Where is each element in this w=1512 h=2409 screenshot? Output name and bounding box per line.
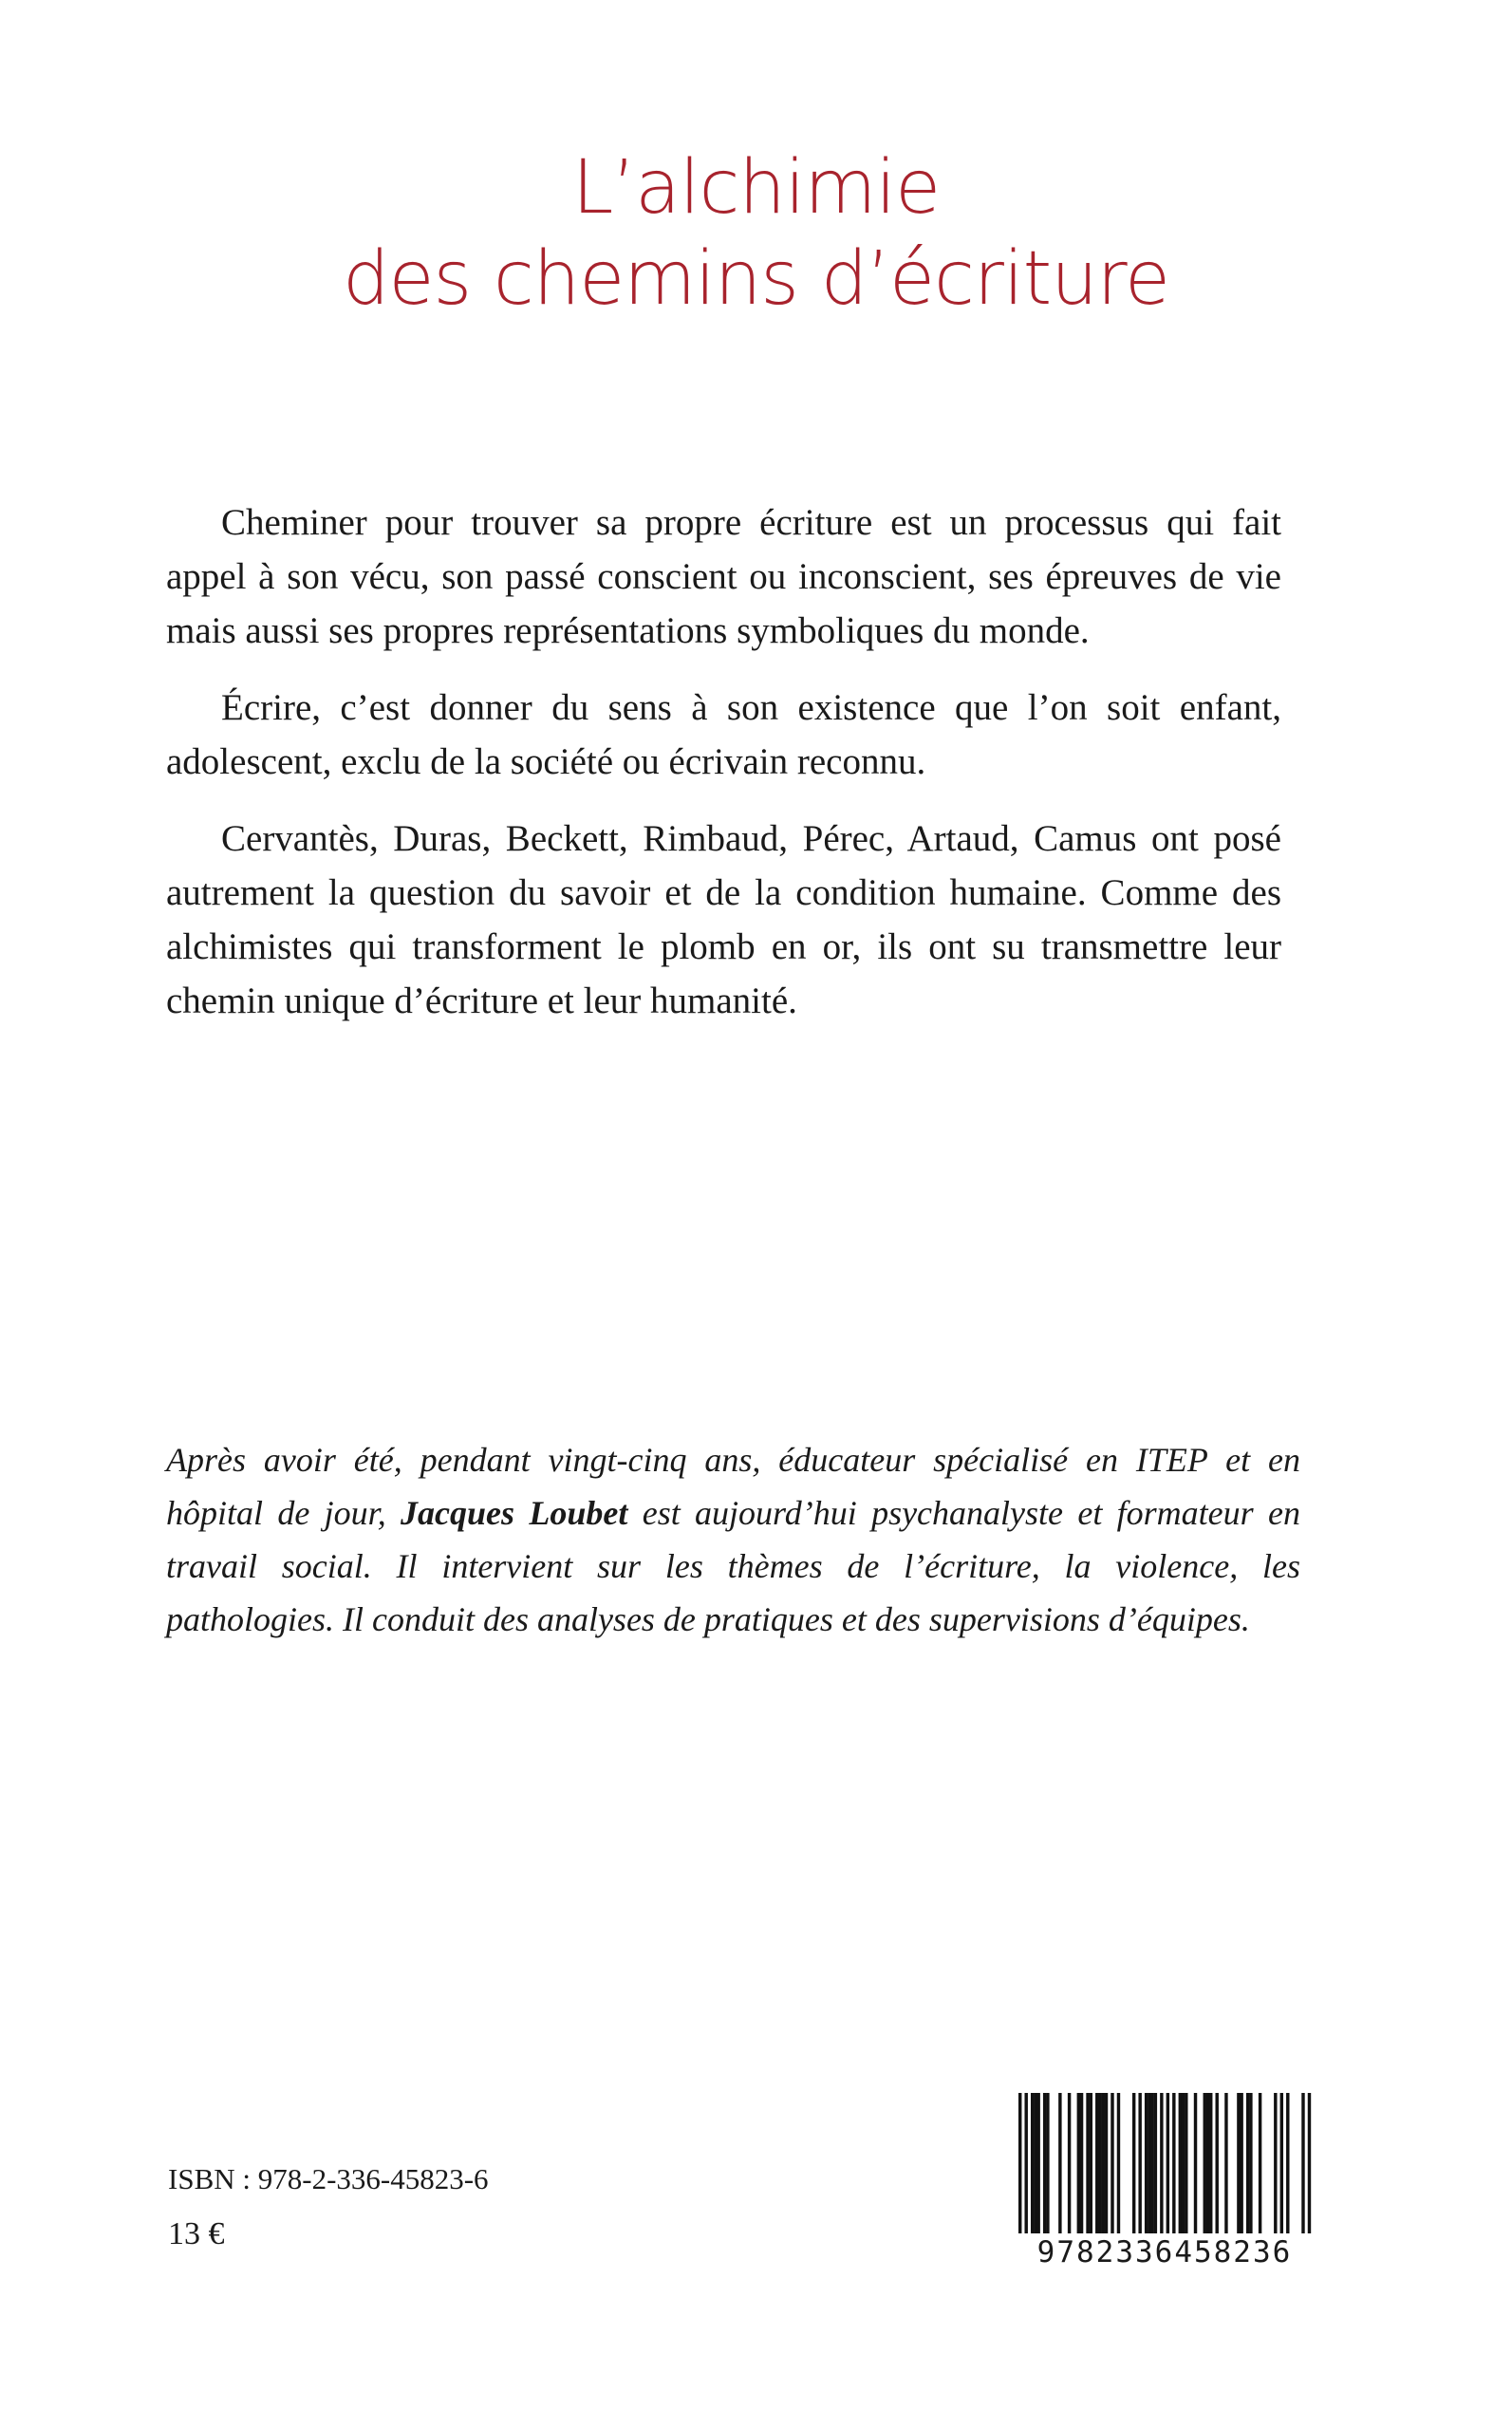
author-bio (166, 1433, 1300, 1646)
barcode-bar (1237, 2093, 1240, 2235)
barcode-bar (1046, 2093, 1049, 2235)
book-title-line-1: L’alchimie (571, 145, 941, 231)
barcode-bar (1286, 2093, 1289, 2235)
blurb-paragraph-3: Cervantès, Duras, Beckett, Rimbaud, Pérec, Artaud, Camus ont posé autrement la question du savoir et de la condition humaine. Comme des alchimistes qui transforment le plomb en or, ils ont su transmettre leur chemin unique d’écriture et leur humanité. (166, 818, 1281, 1021)
barcode-bar (1182, 2093, 1185, 2235)
barcode-bar (1259, 2093, 1261, 2235)
barcode (1013, 2093, 1316, 2283)
barcode-bar (1102, 2093, 1105, 2235)
barcode-bar (1280, 2093, 1283, 2235)
barcode-bar (1150, 2093, 1153, 2235)
barcode-bar (1185, 2093, 1187, 2235)
blurb-paragraph-1: Cheminer pour trouver sa propre écriture est un processus qui fait appel à son vécu, son passé conscient ou inconscient, ses épreuves de vie mais aussi ses propres représentations symboliques du monde. (166, 502, 1281, 651)
barcode-bar (1036, 2093, 1039, 2235)
author-bio-rest: est aujourd’hui psychanalyste et formateur en travail social. Il intervient sur les thèmes de l’écriture, la violence, les pathologies. Il conduit des analyses de pratiques et des supervisions d’équipes. (166, 1494, 1300, 1638)
barcode-bar (1034, 2093, 1036, 2235)
barcode-bar (1240, 2093, 1242, 2235)
book-title (0, 142, 1512, 325)
barcode-bar (1154, 2093, 1157, 2235)
barcode-bar (1080, 2093, 1083, 2235)
barcode-bar (1215, 2093, 1218, 2235)
author-bio-intro: Après avoir été, pendant vingt-cinq ans, éducateur spécialisé en ITEP et en hôpital de jour, (166, 1441, 1300, 1532)
barcode-bar (1179, 2093, 1182, 2235)
barcode-bar (1206, 2093, 1209, 2235)
barcode-bar (1086, 2093, 1089, 2235)
barcode-bar (1090, 2093, 1092, 2235)
barcode-bar (1204, 2093, 1206, 2235)
barcode-bar (1246, 2093, 1249, 2235)
isbn-label: ISBN : 978-2-336-45823-6 (168, 2162, 489, 2195)
author-name: Jacques Loubet (401, 1494, 628, 1532)
barcode-bar (1145, 2093, 1148, 2235)
barcode-bar (1209, 2093, 1212, 2235)
barcode-bar (1249, 2093, 1252, 2235)
barcode-bar (1031, 2093, 1034, 2235)
blurb-paragraph-2: Écrire, c’est donner du sens à son existence que l’on soit enfant, adolescent, exclu de la société ou écrivain reconnu. (166, 687, 1281, 782)
barcode-bar (1138, 2093, 1141, 2235)
barcode-bar (1148, 2093, 1150, 2235)
barcode-bar (1098, 2093, 1101, 2235)
barcode-bar (1077, 2093, 1080, 2235)
barcode-bar (1111, 2093, 1113, 2235)
barcode-bar (1274, 2093, 1277, 2235)
back-cover-blurb (166, 495, 1281, 1051)
barcode-bar (1058, 2093, 1061, 2235)
barcode-bar (1095, 2093, 1098, 2235)
barcode-bar (1194, 2093, 1197, 2235)
barcode-bar (1043, 2093, 1046, 2235)
price-label: 13 € (168, 2216, 225, 2251)
barcode-bar (1172, 2093, 1175, 2235)
barcode-digits: 9782336458236 (1013, 2233, 1316, 2271)
barcode-bar (1132, 2093, 1135, 2235)
barcode-bar (1068, 2093, 1071, 2235)
barcode-bar (1117, 2093, 1120, 2235)
barcode-bar (1224, 2093, 1227, 2235)
book-title-line-2: des chemins d’écriture (342, 236, 1170, 322)
barcode-bar (1105, 2093, 1108, 2235)
